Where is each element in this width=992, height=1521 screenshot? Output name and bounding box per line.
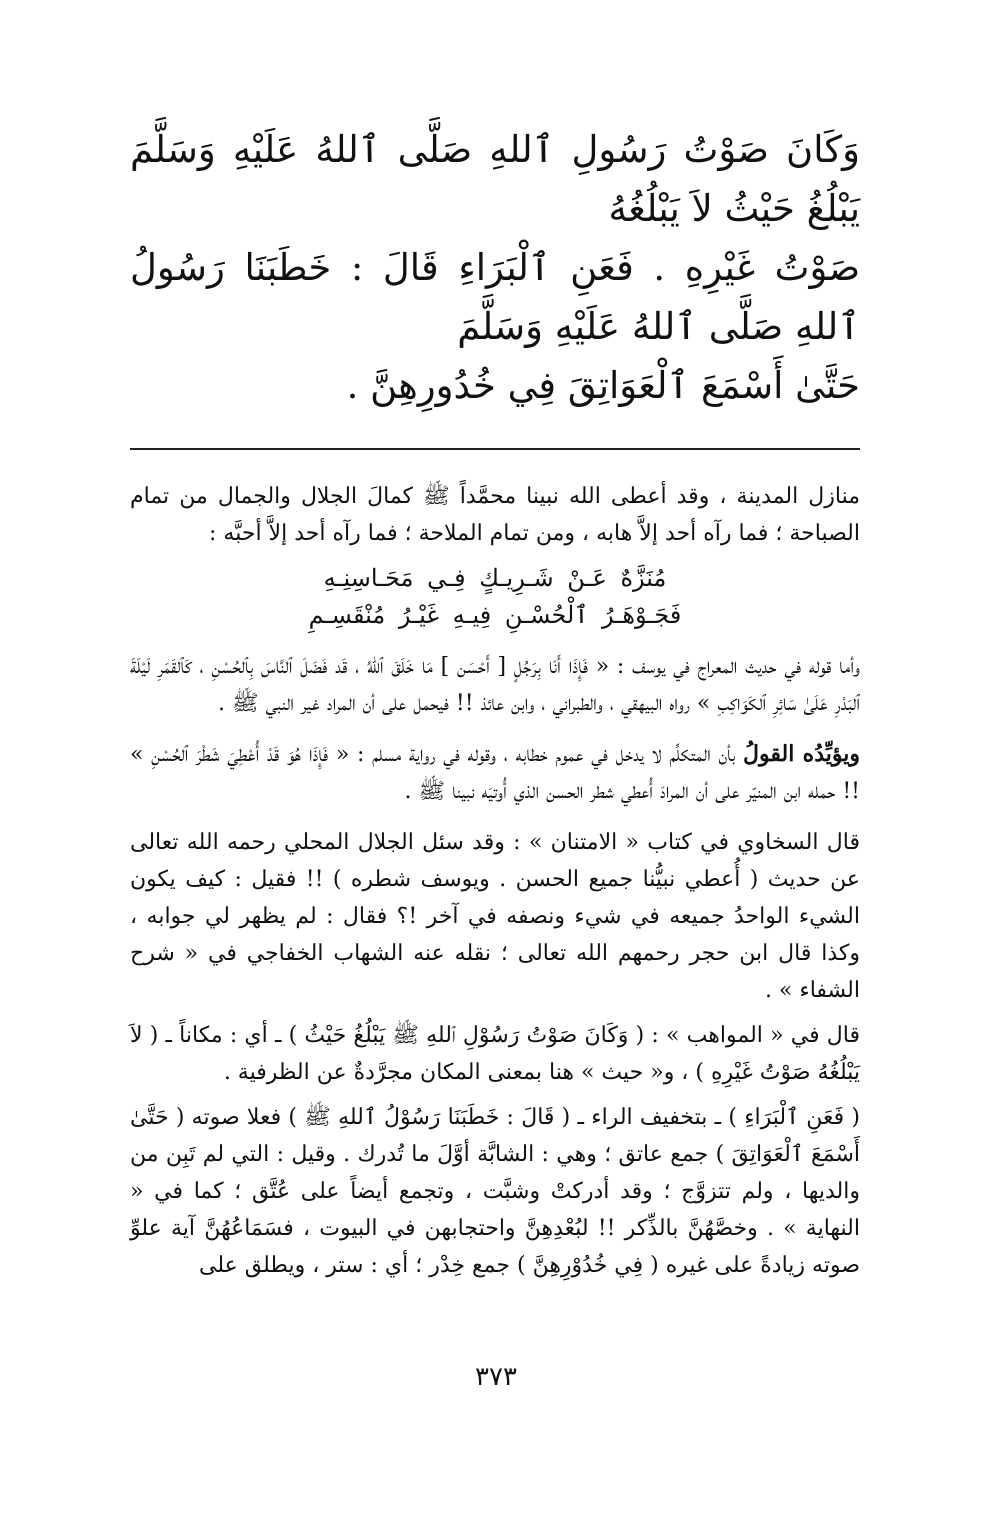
- page-content: [130, 120, 860, 1292]
- page-number: ٣٧٣: [475, 1362, 517, 1392]
- commentary-paragraph: ( فَعَنِ ٱلْبَرَاءِ ) ـ بتخفيف الراء ـ ( قَالَ : خَطَبَنَا رَسُوْلُ ٱللهِ ﷺ ) فعلا صوته ( حَتَّىٰ أَسْمَعَ ٱلْعَوَاتِقَ ) جمع عاتق ؛ وهي : الشابَّة أوَّلَ ما تُدرك . وقيل : التي لم تَبِن من والديها ، ولم تتزوَّج ؛ وقد أدركتْ وشبَّت ، وتجمع أيضاً على عُتَّق ؛ كما في « النهاية » . وخصَّهُنَّ بالذِّكر !! لبُعْدِهِنَّ واحتجابهن في البيوت ، فسَمَاعُهُنَّ آية علوِّ صوته زيادةً على غيره ( فِي خُدُوْرِهِنَّ ) جمع خِدْر ؛ أي : ستر ، ويطلق على: [130, 1105, 860, 1278]
- main-text-line: وَكَانَ صَوْتُ رَسُولِ ٱللهِ صَلَّى ٱللهُ عَلَيْهِ وَسَلَّمَ يَبْلُغُ حَيْثُ لاَ يَبْلُغُهُ: [130, 128, 860, 230]
- main-text-line: صَوْتُ غَيْرِهِ . فَعَنِ ٱلْبَرَاءِ قَالَ : خَطَبَنَا رَسُولُ ٱللهِ صَلَّى ٱللهُ عَلَيْهِ وَسَلَّمَ: [130, 246, 860, 348]
- main-text-line: حَتَّىٰ أَسْمَعَ ٱلْعَوَاتِقَ فِي خُدُورِهِنَّ .: [346, 364, 860, 407]
- commentary-paragraph: [130, 736, 860, 810]
- commentary-paragraph: منازل المدينة ، وقد أعطى الله نبينا محمَّداً ﷺ كمالَ الجلال والجمال من تمام الصباحة ؛ فما رآه أحد إلاَّ هابه ، ومن تمام الملاحة ؛ فما رآه أحد إلاَّ أحبَّه :: [130, 484, 860, 546]
- main-text: [130, 120, 860, 415]
- commentary: [130, 478, 860, 1284]
- commentary-paragraph: قال السخاوي في كتاب « الامتنان » : وقد سئل الجلال المحلي رحمه الله تعالى عن حديث ( أُعطي نبيُّنا جميع الحسن . ويوسف شطره ) !! فقيل : كيف يكون الشيء الواحدُ جميعه في شيء ونصفه في آخر !؟ فقال : لم يظهر لي جوابه ، وكذا قال ابن حجر رحمهم الله تعالى ؛ نقله عنه الشهاب الخفاجي في « شرح الشفاء » .: [130, 830, 860, 1003]
- commentary-paragraph: قال في « المواهب » : ( وَكَانَ صَوْتُ رَسُوْلِ ٱللهِ ﷺ يَبْلُغُ حَيْثُ ) ـ أي : مكاناً ـ ( لاَ يَبْلُغُهُ صَوْتُ غَيْرِهِ ) ، و« حيث » هنا بمعنى المكان مجرَّدةٌ عن الظرفية .: [130, 1023, 860, 1085]
- verse-first-hemistich: مُنَزَّهٌ عَـنْ شَـرِيـكٍ فِـي مَحَـاسِنِـهِ: [323, 564, 667, 592]
- paragraph-text: بأن المتكلِّم لا يدخل في عموم خطابه ، وقوله في رواية مسلم : « فَإِذَا هُوَ قَدْ أُعْطِيَ شَطْرَ ٱلحُسْنِ » !! حمله ابن المنيّر على أن المرادَ أُعطي شطر الحسن الذي أُوتيَه نبينا ﷺ .: [130, 742, 860, 804]
- verse-second-hemistich: فَجَـوْهَـرُ ٱلْحُسْـنِ فِيـهِ غَيْـرُ مُنْقَسِـمِ: [308, 601, 682, 629]
- separator-rule: [130, 448, 860, 450]
- poetry-verse: [130, 560, 860, 634]
- bold-phrase: ويؤيِّدُه القولُ: [743, 741, 860, 767]
- commentary-paragraph: وأما قوله في حديث المعراج في يوسف : « فَإِذَا أَنَا بِرَجُلٍ [ أَحْسَن ] مَا خَلَقَ ٱللهُ ، قَد فَضَلَ ٱلنَّاسَ بِٱلحُسْنِ ، كَٱلقَمَرِ لَيْلَةَ ٱلبَدْرِ عَلَىٰ سَائِرِ ٱلكَوَاكِبِ » رواه البيهقي ، والطبراني ، وابن عائذ !! فيحمل على أن المراد غير النبي ﷺ .: [130, 654, 860, 716]
